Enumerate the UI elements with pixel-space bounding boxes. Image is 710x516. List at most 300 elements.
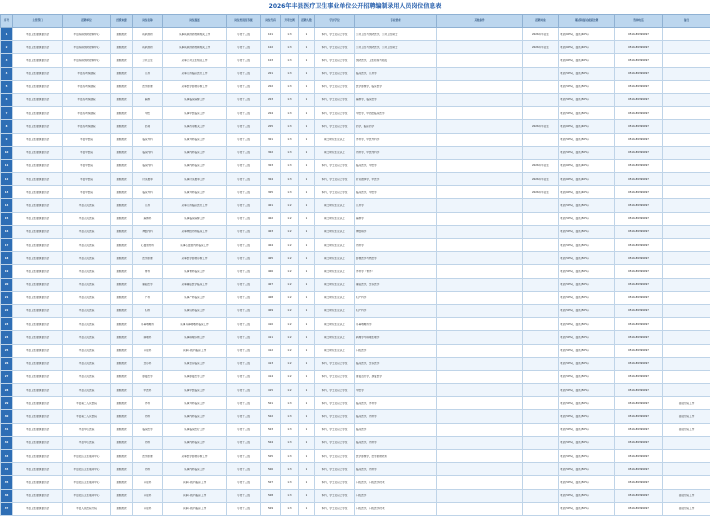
- cell-major: [355, 476, 437, 489]
- cell-major: [355, 318, 437, 331]
- cell-score: [559, 265, 615, 278]
- cell-text: 差额拨款: [112, 125, 131, 128]
- cell-text: 407: [262, 283, 279, 286]
- cell-text: 本科，学士及以上学位: [316, 33, 353, 36]
- cell-cond: [437, 450, 523, 463]
- cell-text: 本科，学士及以上学位: [316, 481, 353, 484]
- cell-type: [227, 370, 261, 383]
- cell-text: 0516-89399097: [616, 468, 661, 471]
- cell-text: 麻醉: [134, 98, 161, 101]
- cell-fund: [111, 291, 133, 304]
- cell-text: 中医学，中西医临床医学: [356, 112, 435, 115]
- cell-dept: [13, 225, 63, 238]
- cell-dept: [13, 463, 63, 476]
- cell-text: 专技十三级: [228, 151, 259, 154]
- cell-text: 差额拨款: [112, 402, 131, 405]
- cell-desc: [163, 265, 227, 278]
- cell-post: [133, 410, 163, 423]
- cell-text: 从事心血管内科临床工作: [164, 244, 225, 247]
- cell-score: [559, 239, 615, 252]
- cell-text: 丰县卫生健康委员会: [14, 336, 61, 339]
- cell-text: 本科，学士及以上学位: [316, 85, 353, 88]
- cell-dept: [13, 186, 63, 199]
- cell-text: 本科，学士及以上学位: [316, 164, 353, 167]
- cell-code: [261, 502, 281, 515]
- cell-tel: [615, 186, 663, 199]
- cell-text: 笔试(60%)，面试(40%): [560, 164, 613, 167]
- cell-text: 专技十三级: [228, 46, 259, 49]
- cell-text: 5: [2, 85, 11, 88]
- cell-desc: [163, 199, 227, 212]
- cell-text: 笔试(50%)，面试(50%): [560, 98, 613, 101]
- cell-no: [1, 173, 13, 186]
- cell-text: 28: [2, 389, 11, 392]
- cell-edu: [315, 331, 355, 344]
- cell-desc: [163, 159, 227, 172]
- cell-text: 0516-89399097: [616, 296, 661, 299]
- cell-text: 1: [300, 138, 313, 141]
- table-row: [1, 265, 710, 278]
- cell-text: 差额拨款: [112, 507, 131, 510]
- cell-text: 30: [2, 415, 11, 418]
- cell-dept: [13, 318, 63, 331]
- cell-target: [523, 133, 559, 146]
- cell-score: [559, 225, 615, 238]
- cell-major: [355, 120, 437, 133]
- cell-tel: [615, 502, 663, 515]
- cell-text: 1: [300, 217, 313, 220]
- cell-post: [133, 120, 163, 133]
- cell-ratio: [281, 291, 299, 304]
- cell-type: [227, 397, 261, 410]
- cell-ratio: [281, 28, 299, 41]
- cell-text: 丰县卫生健康委员会: [14, 441, 61, 444]
- cell-text: 203: [262, 98, 279, 101]
- cell-major: [355, 278, 437, 291]
- cell-text: 药学，临床药学: [356, 125, 435, 128]
- cell-unit: [63, 212, 111, 225]
- cell-text: 丰县中医院: [64, 138, 109, 141]
- cell-type: [227, 41, 261, 54]
- cell-cond: [437, 423, 523, 436]
- cell-type: [227, 173, 261, 186]
- cell-text: 17: [2, 244, 11, 247]
- cell-no: [1, 146, 13, 159]
- cell-text: 差额拨款: [112, 375, 131, 378]
- cell-text: 从事儿科临床医疗工作: [164, 204, 225, 207]
- cell-dept: [13, 436, 63, 449]
- table-row: [1, 384, 710, 397]
- cell-note: [663, 212, 710, 225]
- cell-text: 硕士研究生及以上: [316, 349, 353, 352]
- cell-edu: [315, 450, 355, 463]
- cell-text: 差额拨款: [112, 85, 131, 88]
- cell-target: [523, 344, 559, 357]
- cell-target: [523, 502, 559, 515]
- cell-text: 医学影像学，临床医学: [356, 85, 435, 88]
- cell-text: 408: [262, 296, 279, 299]
- cell-code: [261, 41, 281, 54]
- cell-type: [227, 146, 261, 159]
- column-header: 学历学位: [315, 15, 355, 28]
- table-body: [1, 28, 710, 516]
- cell-tel: [615, 410, 663, 423]
- cell-dept: [13, 80, 63, 93]
- cell-dept: [13, 384, 63, 397]
- table-row: [1, 423, 710, 436]
- cell-text: 麻醉科: [134, 217, 161, 220]
- cell-no: [1, 54, 13, 67]
- cell-text: 从事外科临床工作: [164, 191, 225, 194]
- cell-fund: [111, 397, 133, 410]
- cell-major: [355, 80, 437, 93]
- table-row: [1, 370, 710, 383]
- cell-text: 从事儿科临床医疗工作: [164, 72, 225, 75]
- cell-code: [261, 252, 281, 265]
- cell-code: [261, 265, 281, 278]
- cell-dept: [13, 357, 63, 370]
- cell-text: 本科，学士及以上学位: [316, 98, 353, 101]
- cell-unit: [63, 370, 111, 383]
- cell-text: 本科，学士及以上学位: [316, 178, 353, 181]
- cell-text: 1: [300, 125, 313, 128]
- cell-text: 0516-89399097: [616, 428, 661, 431]
- cell-post: [133, 384, 163, 397]
- cell-text: 0516-89399097: [616, 441, 661, 444]
- cell-text: 0516-89399097: [616, 33, 661, 36]
- cell-unit: [63, 489, 111, 502]
- cell-no: [1, 159, 13, 172]
- cell-no: [1, 265, 13, 278]
- cell-text: 丰县卫生健康委员会: [14, 98, 61, 101]
- cell-ratio: [281, 107, 299, 120]
- cell-text: 笔试(50%)，面试(50%): [560, 468, 613, 471]
- cell-desc: [163, 80, 227, 93]
- cell-unit: [63, 318, 111, 331]
- cell-type: [227, 225, 261, 238]
- cell-major: [355, 133, 437, 146]
- cell-text: 1: [300, 164, 313, 167]
- cell-target: [523, 199, 559, 212]
- cell-unit: [63, 450, 111, 463]
- cell-ratio: [281, 357, 299, 370]
- cell-fund: [111, 93, 133, 106]
- cell-text: 专技十三级: [228, 362, 259, 365]
- cell-text: 1: [300, 481, 313, 484]
- cell-target: [523, 304, 559, 317]
- column-header: 招聘单位: [63, 15, 111, 28]
- cell-text: 从事药剂相关工作: [164, 125, 225, 128]
- cell-text: 501: [262, 402, 279, 405]
- cell-fund: [111, 489, 133, 502]
- cell-dept: [13, 423, 63, 436]
- cell-text: 笔试(60%)，面试(40%): [560, 191, 613, 194]
- cell-text: 1:2: [282, 283, 297, 286]
- cell-text: 口腔科: [134, 481, 161, 484]
- table-row: [1, 410, 710, 423]
- cell-note: [663, 331, 710, 344]
- cell-type: [227, 463, 261, 476]
- cell-text: 差额拨款: [112, 455, 131, 458]
- cell-no: [1, 331, 13, 344]
- cell-text: 0516-89399097: [616, 257, 661, 260]
- cell-code: [261, 212, 281, 225]
- column-header: 备注: [663, 15, 710, 28]
- cell-text: 从事疾病预防控制相关工作: [164, 33, 225, 36]
- cell-type: [227, 278, 261, 291]
- cell-text: 1: [300, 349, 313, 352]
- cell-text: 406: [262, 270, 279, 273]
- cell-unit: [63, 278, 111, 291]
- cell-edu: [315, 463, 355, 476]
- cell-post: [133, 463, 163, 476]
- cell-dept: [13, 291, 63, 304]
- cell-text: 0516-89399097: [616, 46, 661, 49]
- cell-ratio: [281, 199, 299, 212]
- cell-text: 1: [300, 270, 313, 273]
- cell-text: 1:3: [282, 164, 297, 167]
- cell-code: [261, 225, 281, 238]
- cell-type: [227, 502, 261, 515]
- cell-fund: [111, 159, 133, 172]
- cell-text: 笔试(50%)，面试(50%): [560, 323, 613, 326]
- cell-ratio: [281, 502, 299, 515]
- cell-unit: [63, 133, 111, 146]
- cell-text: 急诊科: [134, 362, 161, 365]
- cell-text: 丰县第二人民医院: [64, 415, 109, 418]
- cell-code: [261, 199, 281, 212]
- cell-no: [1, 67, 13, 80]
- cell-text: 403: [262, 230, 279, 233]
- cell-note: [663, 397, 710, 410]
- cell-text: 1: [300, 257, 313, 260]
- cell-text: 405: [262, 257, 279, 260]
- cell-dept: [13, 344, 63, 357]
- cell-text: 18: [2, 257, 11, 260]
- cell-text: 35: [2, 481, 11, 484]
- cell-no: [1, 107, 13, 120]
- cell-cond: [437, 384, 523, 397]
- cell-edu: [315, 107, 355, 120]
- cell-text: 从事临床麻醉工作: [164, 98, 225, 101]
- cell-text: 笔试(50%)，面试(50%): [560, 151, 613, 154]
- cell-text: 差额拨款: [112, 336, 131, 339]
- cell-text: 丰县卫生健康委员会: [14, 230, 61, 233]
- cell-tel: [615, 173, 663, 186]
- cell-fund: [111, 265, 133, 278]
- cell-text: 产科: [134, 296, 161, 299]
- cell-text: 1:3: [282, 441, 297, 444]
- cell-fund: [111, 331, 133, 344]
- cell-note: [663, 252, 710, 265]
- cell-fund: [111, 502, 133, 515]
- cell-text: 丰县卫生健康委员会: [14, 191, 61, 194]
- cell-text: 0516-89399097: [616, 125, 661, 128]
- cell-fund: [111, 436, 133, 449]
- cell-cond: [437, 41, 523, 54]
- cell-no: [1, 225, 13, 238]
- cell-text: 笔试(50%)，面试(50%): [560, 244, 613, 247]
- cell-dept: [13, 212, 63, 225]
- cell-no: [1, 502, 13, 515]
- cell-text: 101: [262, 33, 279, 36]
- cell-edu: [315, 357, 355, 370]
- cell-text: 丰县人民医院: [64, 257, 109, 260]
- cell-score: [559, 159, 615, 172]
- cell-text: 504: [262, 441, 279, 444]
- cell-text: 丰县卫生健康委员会: [14, 455, 61, 458]
- cell-edu: [315, 225, 355, 238]
- cell-no: [1, 28, 13, 41]
- cell-text: 0516-89399097: [616, 270, 661, 273]
- cell-text: 病理学与病理生理学: [356, 336, 435, 339]
- cell-post: [133, 54, 163, 67]
- cell-text: 29: [2, 402, 11, 405]
- cell-unit: [63, 107, 111, 120]
- cell-score: [559, 357, 615, 370]
- cell-code: [261, 331, 281, 344]
- cell-major: [355, 93, 437, 106]
- cell-text: 丰县中医院: [64, 164, 109, 167]
- cell-major: [355, 225, 437, 238]
- cell-post: [133, 304, 163, 317]
- cell-code: [261, 159, 281, 172]
- cell-ratio: [281, 384, 299, 397]
- cell-text: 1: [300, 204, 313, 207]
- cell-edu: [315, 265, 355, 278]
- cell-text: 笔试(50%)，面试(50%): [560, 402, 613, 405]
- cell-no: [1, 344, 13, 357]
- cell-cond: [437, 331, 523, 344]
- cell-score: [559, 436, 615, 449]
- cell-tel: [615, 304, 663, 317]
- cell-text: 12: [2, 178, 11, 181]
- cell-cond: [437, 54, 523, 67]
- cell-text: 专技十三级: [228, 283, 259, 286]
- cell-text: 从事内科临床工作: [164, 441, 225, 444]
- cell-text: 0516-89399097: [616, 59, 661, 62]
- cell-post: [133, 450, 163, 463]
- cell-text: 0516-89399097: [616, 309, 661, 312]
- cell-text: 0516-89399097: [616, 217, 661, 220]
- cell-text: 1:3: [282, 85, 297, 88]
- cell-text: 硕士研究生及以上: [316, 204, 353, 207]
- cell-edu: [315, 344, 355, 357]
- cell-text: 丰县卫生健康委员会: [14, 296, 61, 299]
- cell-score: [559, 93, 615, 106]
- cell-text: 丰县中心医院: [64, 428, 109, 431]
- cell-score: [559, 107, 615, 120]
- cell-code: [261, 146, 281, 159]
- cell-text: 丰县社区卫生服务中心: [64, 455, 109, 458]
- cell-note: [663, 291, 710, 304]
- cell-text: 专技十三级: [228, 270, 259, 273]
- cell-ratio: [281, 252, 299, 265]
- cell-text: 派驻分院工作: [664, 402, 709, 405]
- cell-num: [299, 54, 315, 67]
- cell-code: [261, 120, 281, 133]
- cell-post: [133, 331, 163, 344]
- cell-text: 儿科: [134, 72, 161, 75]
- cell-text: 丰县卫生健康委员会: [14, 138, 61, 141]
- cell-major: [355, 28, 437, 41]
- cell-text: 1: [300, 389, 313, 392]
- cell-major: [355, 173, 437, 186]
- cell-no: [1, 357, 13, 370]
- column-header: 开考比例: [281, 15, 299, 28]
- cell-desc: [163, 212, 227, 225]
- cell-text: 专技十三级: [228, 191, 259, 194]
- cell-text: 临床外科: [134, 138, 161, 141]
- cell-cond: [437, 239, 523, 252]
- cell-type: [227, 318, 261, 331]
- cell-dept: [13, 146, 63, 159]
- cell-text: 丰县疾病预防控制中心: [64, 33, 109, 36]
- cell-text: 骨科: [134, 270, 161, 273]
- cell-text: 2026年毕业生: [524, 33, 557, 36]
- table-row: [1, 159, 710, 172]
- cell-dept: [13, 410, 63, 423]
- cell-text: 丰县卫生健康委员会: [14, 72, 61, 75]
- cell-text: 丰县卫生健康委员会: [14, 428, 61, 431]
- cell-text: 内科学，中医内科学: [356, 151, 435, 154]
- cell-text: 从事临床医疗工作: [164, 428, 225, 431]
- cell-text: 0516-89399097: [616, 402, 661, 405]
- cell-no: [1, 410, 13, 423]
- cell-dept: [13, 107, 63, 120]
- cell-text: 临床医学，外科学: [356, 402, 435, 405]
- cell-text: 丰县卫生健康委员会: [14, 349, 61, 352]
- cell-tel: [615, 291, 663, 304]
- cell-dept: [13, 370, 63, 383]
- cell-fund: [111, 410, 133, 423]
- cell-score: [559, 463, 615, 476]
- cell-desc: [163, 41, 227, 54]
- cell-ratio: [281, 41, 299, 54]
- cell-text: 专技十三级: [228, 309, 259, 312]
- cell-tel: [615, 80, 663, 93]
- cell-text: 415: [262, 389, 279, 392]
- cell-edu: [315, 318, 355, 331]
- cell-edu: [315, 278, 355, 291]
- cell-text: 专技十三级: [228, 323, 259, 326]
- cell-fund: [111, 120, 133, 133]
- table-row: [1, 80, 710, 93]
- cell-no: [1, 463, 13, 476]
- cell-target: [523, 146, 559, 159]
- cell-post: [133, 423, 163, 436]
- cell-text: 本科，学士及以上学位: [316, 415, 353, 418]
- cell-desc: [163, 120, 227, 133]
- cell-type: [227, 476, 261, 489]
- cell-desc: [163, 331, 227, 344]
- cell-text: 0516-89399097: [616, 481, 661, 484]
- cell-fund: [111, 41, 133, 54]
- cell-text: 丰县妇幼保健院: [64, 98, 109, 101]
- cell-text: 506: [262, 468, 279, 471]
- cell-fund: [111, 423, 133, 436]
- cell-tel: [615, 397, 663, 410]
- cell-text: 笔试(50%)，面试(50%): [560, 362, 613, 365]
- cell-text: 本科，学士及以上学位: [316, 46, 353, 49]
- cell-type: [227, 304, 261, 317]
- cell-target: [523, 252, 559, 265]
- cell-text: 笔试(50%)，面试(50%): [560, 309, 613, 312]
- cell-text: 从事口腔科临床工作: [164, 494, 225, 497]
- cell-text: 0516-89399097: [616, 349, 661, 352]
- cell-score: [559, 370, 615, 383]
- table-row: [1, 146, 710, 159]
